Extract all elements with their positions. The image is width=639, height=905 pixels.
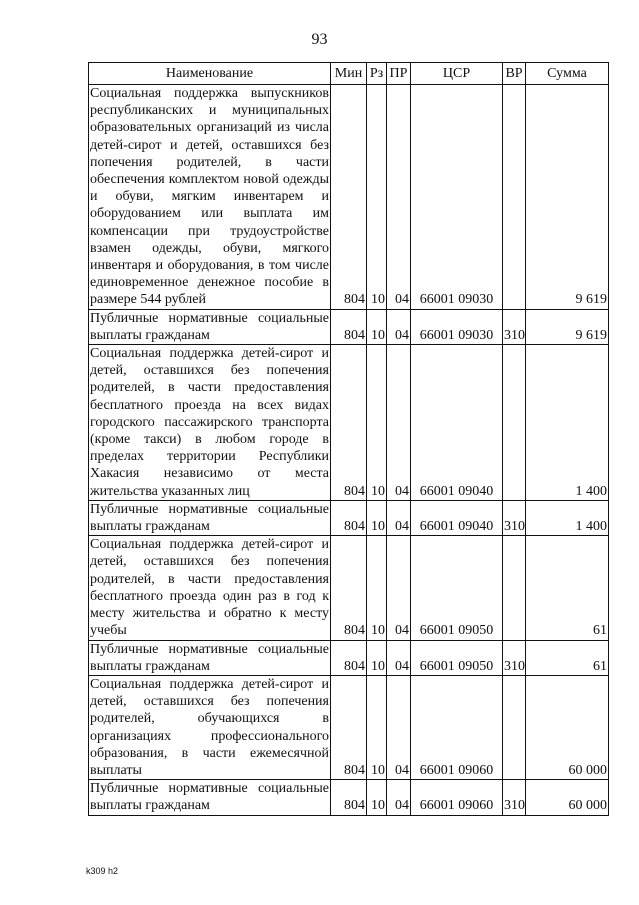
row-sum: 61 <box>526 536 609 640</box>
row-pr: 04 <box>387 640 411 675</box>
table-row <box>89 536 609 640</box>
row-rz: 10 <box>367 345 387 501</box>
row-rz: 10 <box>367 309 387 344</box>
row-csr: 66001 09060 <box>411 675 503 779</box>
row-name: Публичные нормативные социальные выплаты гражданам <box>90 781 329 814</box>
table-row <box>89 345 609 501</box>
header-vr: ВР <box>503 63 526 85</box>
row-min: 804 <box>331 345 367 501</box>
header-pr: ПР <box>387 63 411 85</box>
row-rz: 10 <box>367 780 387 815</box>
row-csr: 66001 09060 <box>411 780 503 815</box>
table-header-row <box>89 63 609 85</box>
row-vr <box>503 675 526 779</box>
row-min: 804 <box>331 536 367 640</box>
row-name: Социальная поддержка детей-сирот и детей, оставшихся без попечения родителей, в части предоставления бесплатного проезда один раз в год к месту жительства и обратно к месту учебы <box>90 537 329 639</box>
table-row <box>89 309 609 344</box>
row-sum: 60 000 <box>526 780 609 815</box>
row-vr: 310 <box>503 500 526 535</box>
row-min: 804 <box>331 675 367 779</box>
row-name: Социальная поддержка детей-сирот и детей, оставшихся без попечения родителей, обучающихся в организациях профессионального образования, в части ежемесячной выплаты <box>90 676 329 778</box>
row-csr: 66001 09050 <box>411 536 503 640</box>
row-name: Публичные нормативные социальные выплаты гражданам <box>90 310 329 343</box>
row-csr: 66001 09050 <box>411 640 503 675</box>
row-vr: 310 <box>503 309 526 344</box>
row-pr: 04 <box>387 309 411 344</box>
table-row <box>89 640 609 675</box>
header-csr: ЦСР <box>411 63 503 85</box>
budget-table <box>88 62 609 816</box>
row-min: 804 <box>331 640 367 675</box>
row-min: 804 <box>331 500 367 535</box>
row-rz: 10 <box>367 500 387 535</box>
row-sum: 9 619 <box>526 309 609 344</box>
header-min: Мин <box>331 63 367 85</box>
row-pr: 04 <box>387 780 411 815</box>
row-csr: 66001 09030 <box>411 85 503 310</box>
table-row <box>89 675 609 779</box>
row-rz: 10 <box>367 640 387 675</box>
row-pr: 04 <box>387 536 411 640</box>
row-rz: 10 <box>367 675 387 779</box>
table-row <box>89 85 609 310</box>
footer-code: k309 h2 <box>86 866 119 876</box>
row-name: Социальная поддержка выпускников республиканских и муниципальных образовательных организаций из числа детей-сирот и детей, оставшихся без попечения родителей, в части обеспечения комплектом новой одежды и обуви, мягким инвентарем и оборудованием или выплата им компенсации при трудоустройстве взамен одежды, обуви, мягкого инвентаря и оборудования, в том числе единовременное денежное пособие в размере 544 рублей <box>90 86 329 308</box>
header-sum: Сумма <box>526 63 609 85</box>
row-pr: 04 <box>387 500 411 535</box>
row-min: 804 <box>331 780 367 815</box>
row-name: Публичные нормативные социальные выплаты гражданам <box>90 641 329 674</box>
row-min: 804 <box>331 309 367 344</box>
row-csr: 66001 09030 <box>411 309 503 344</box>
row-rz: 10 <box>367 536 387 640</box>
header-name: Наименование <box>89 63 331 85</box>
table-row <box>89 500 609 535</box>
row-name: Социальная поддержка детей-сирот и детей, оставшихся без попечения родителей, в части предоставления бесплатного проезда на всех видах городского пассажирского транспорта (кроме такси) в любом городе в пределах территории Республики Хакасия независимо от места жительства указанных лиц <box>90 346 329 499</box>
row-vr <box>503 536 526 640</box>
row-vr <box>503 345 526 501</box>
row-sum: 9 619 <box>526 85 609 310</box>
table-row <box>89 780 609 815</box>
row-min: 804 <box>331 85 367 310</box>
row-sum: 60 000 <box>526 675 609 779</box>
row-sum: 1 400 <box>526 345 609 501</box>
row-vr: 310 <box>503 640 526 675</box>
row-csr: 66001 09040 <box>411 345 503 501</box>
row-pr: 04 <box>387 85 411 310</box>
row-vr <box>503 85 526 310</box>
row-name: Публичные нормативные социальные выплаты гражданам <box>90 501 329 535</box>
row-sum: 61 <box>526 640 609 675</box>
page-number: 93 <box>311 31 328 48</box>
row-pr: 04 <box>387 675 411 779</box>
row-pr: 04 <box>387 345 411 501</box>
header-rz: Рз <box>367 63 387 85</box>
row-rz: 10 <box>367 85 387 310</box>
row-vr: 310 <box>503 780 526 815</box>
row-csr: 66001 09040 <box>411 500 503 535</box>
row-sum: 1 400 <box>526 500 609 535</box>
